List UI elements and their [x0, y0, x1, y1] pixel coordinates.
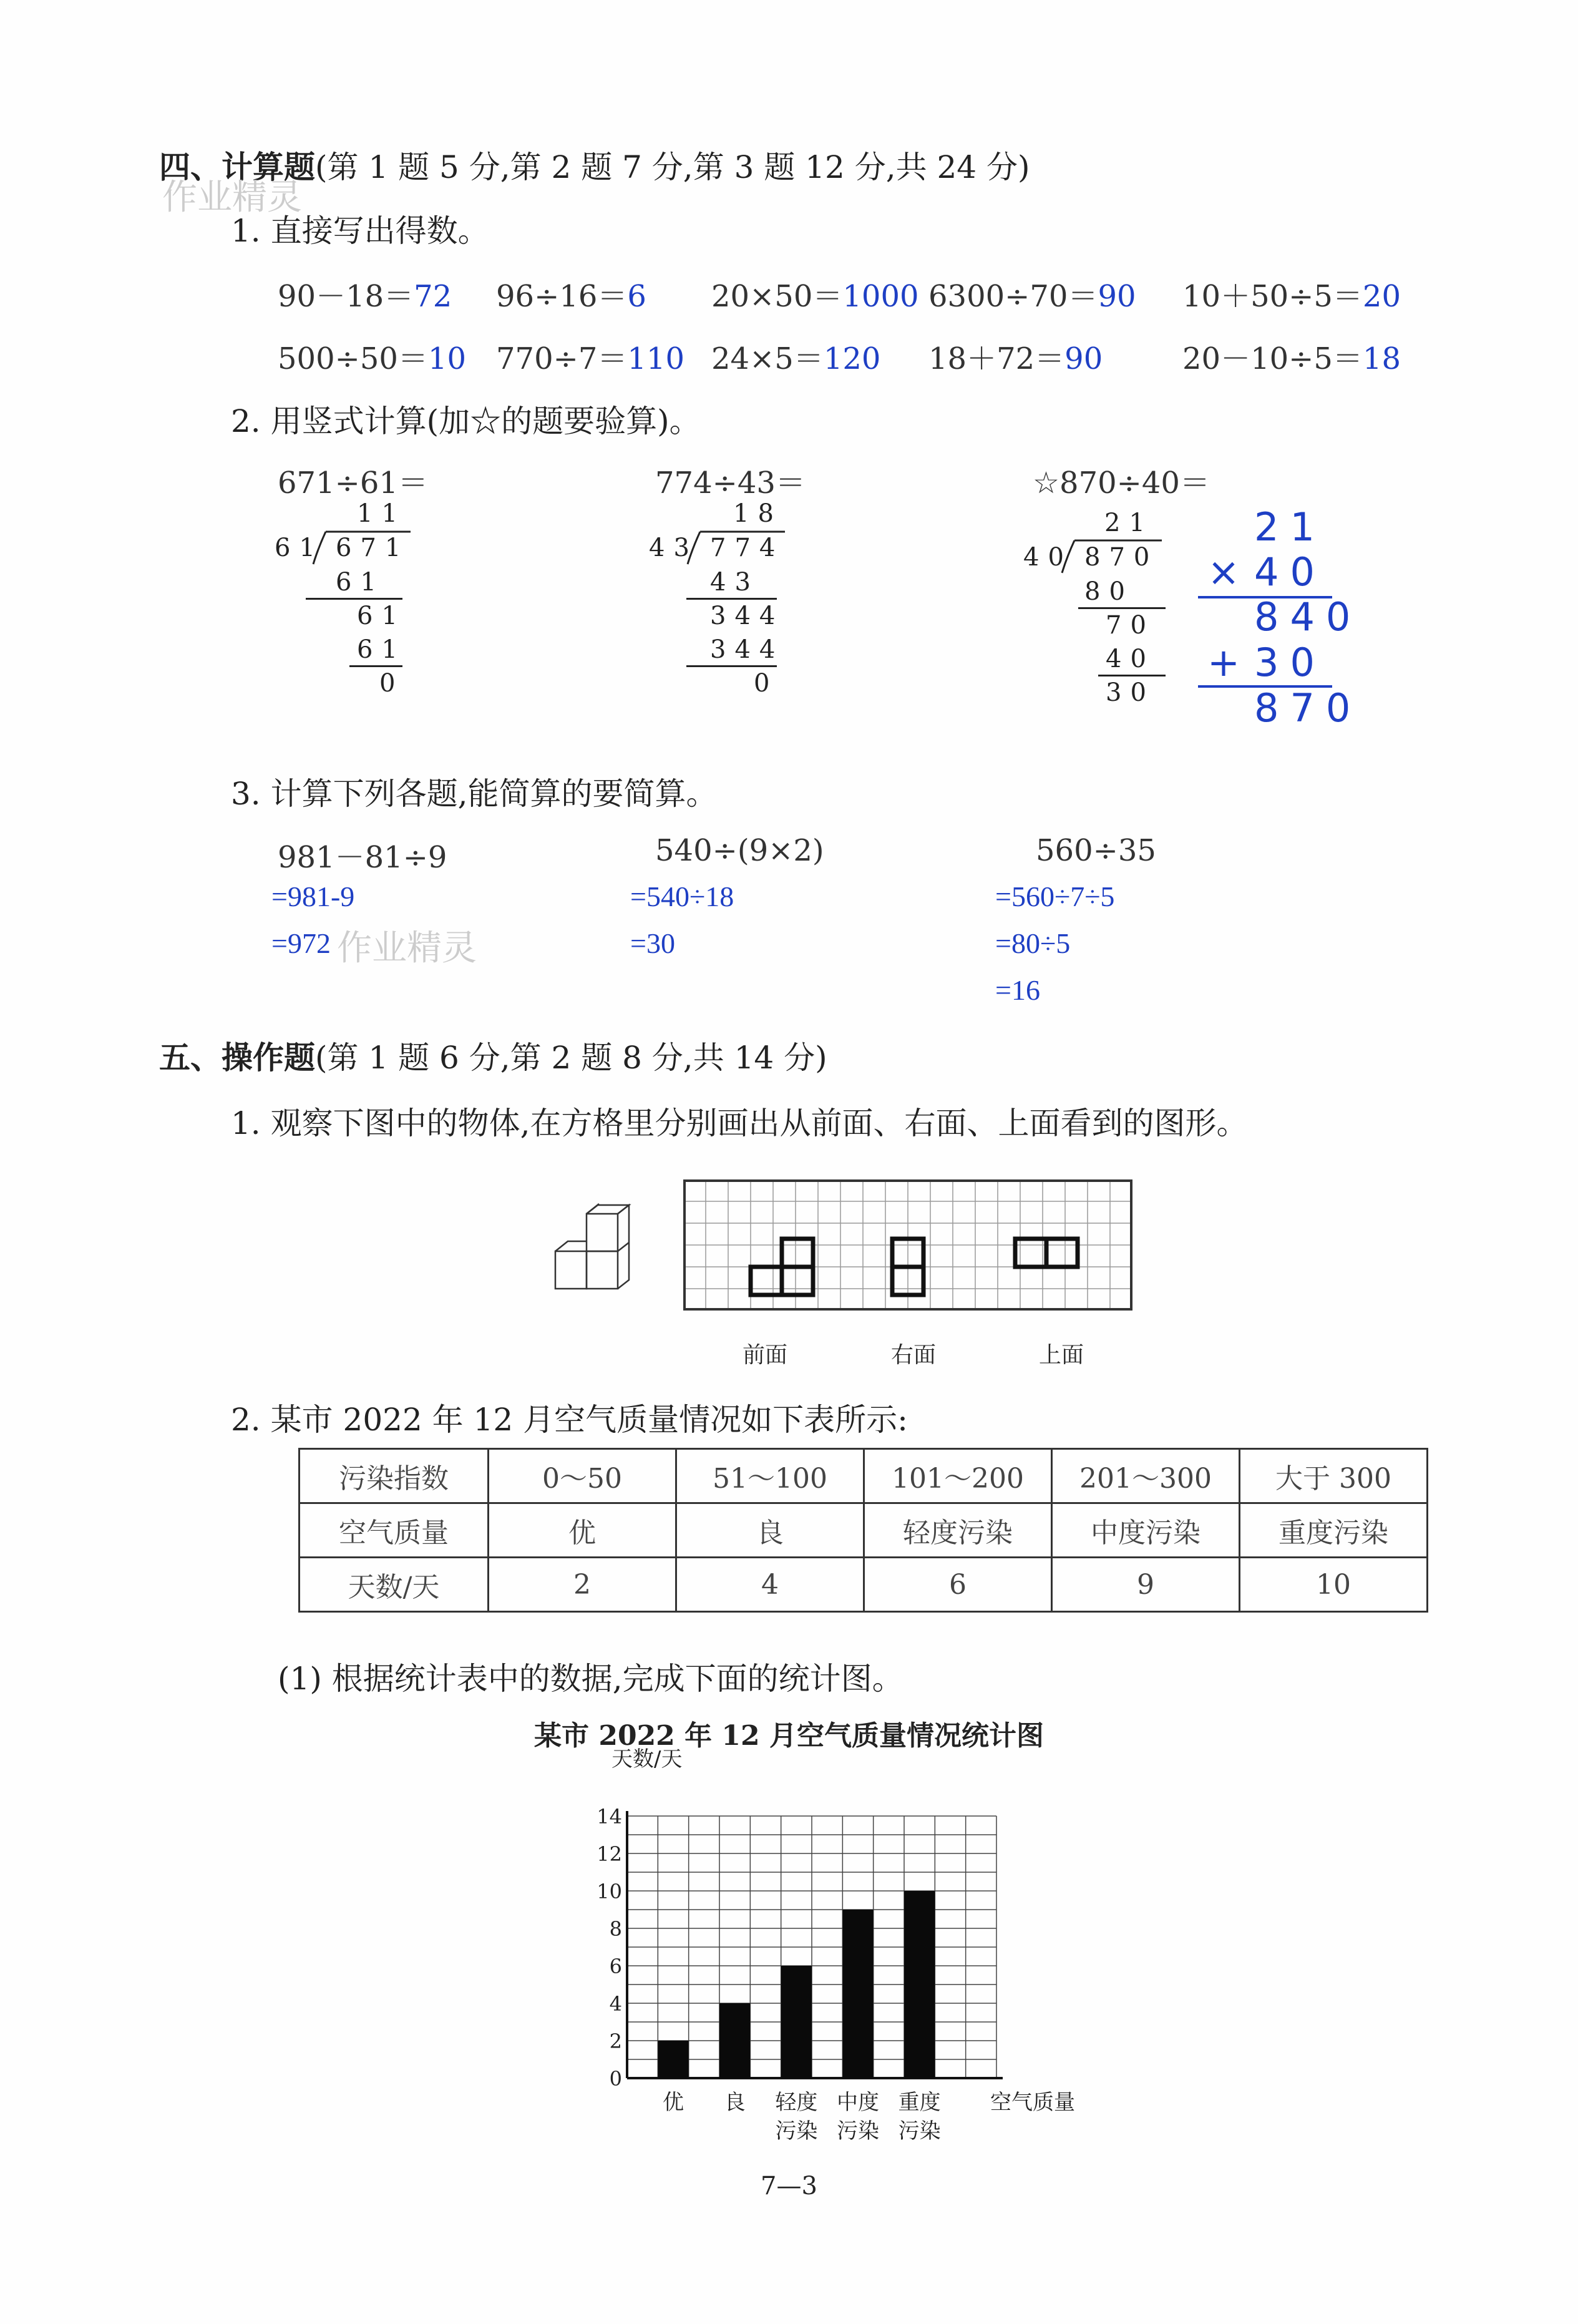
cube-object-drawing: [549, 1208, 643, 1301]
answer: 90: [1064, 341, 1103, 376]
plus-sign: +: [1207, 640, 1251, 685]
x-tick-label: 污染: [837, 2119, 879, 2144]
answer: 1000: [842, 279, 919, 314]
table-cell: 201～300: [1052, 1449, 1240, 1503]
quotient: 18: [733, 499, 782, 528]
calc-item: 6300÷70＝90: [928, 279, 1136, 314]
rule: [686, 598, 777, 600]
hw-step: =80÷5: [995, 927, 1071, 959]
answer: 110: [627, 341, 685, 376]
calc-item: 24×5＝120: [711, 341, 881, 376]
partial: 344: [710, 602, 784, 630]
s5-q1-heading: [231, 1098, 1248, 1143]
table-cell: 2: [489, 1558, 676, 1612]
page-number: 7—3: [761, 2172, 817, 2200]
quotient: 21: [1104, 509, 1154, 537]
rule: [686, 665, 777, 667]
y-tick-label: 10: [597, 1880, 622, 1903]
answer: 10: [427, 341, 466, 376]
quotient: 11: [357, 499, 406, 528]
table-row: [300, 1558, 1428, 1612]
air-quality-table: [298, 1448, 1428, 1613]
calc-item: 20×50＝1000: [711, 279, 919, 314]
view-right-label: 右面: [891, 1342, 937, 1368]
check-factor-a: 21: [1254, 504, 1326, 550]
x-tick-label: 重度: [898, 2090, 941, 2115]
table-cell: 4: [676, 1558, 864, 1612]
x-tick-label: 污染: [898, 2119, 941, 2144]
s5-q1-label: 1.: [231, 1105, 261, 1141]
section4-score: (第 1 题 5 分,第 2 题 7 分,第 3 题 12 分,共 24 分): [315, 149, 1030, 185]
remainder: 30: [1106, 678, 1155, 707]
dividend: 671: [336, 534, 410, 562]
answer: 6: [627, 279, 646, 314]
section4-title: 四、计算题: [159, 149, 315, 185]
y-tick-label: 4: [609, 1992, 622, 2016]
subtrahend: 61: [336, 568, 385, 597]
y-tick-label: 12: [597, 1842, 622, 1866]
q3-heading: [231, 769, 718, 814]
chart-title: 某市 2022 年 12 月空气质量情况统计图: [534, 1720, 1044, 1752]
y-tick-label: 14: [597, 1805, 622, 1828]
check-product: 840: [1254, 594, 1362, 640]
hw-step: =560÷7÷5: [995, 881, 1115, 912]
q2-expr-2: 774÷43＝: [655, 466, 806, 500]
hw-step: =16: [995, 974, 1040, 1006]
answer: 72: [414, 279, 452, 314]
answer: 90: [1098, 279, 1136, 314]
q1-heading: [231, 206, 489, 251]
grid-svg: [683, 1179, 1136, 1323]
rule: [349, 665, 402, 667]
section5-heading: [159, 1033, 827, 1078]
check-remainder: 30: [1254, 640, 1326, 685]
remainder: 0: [379, 669, 404, 698]
q3-expr-2: 540÷(9×2): [655, 833, 824, 868]
table-cell: 轻度污染: [864, 1503, 1052, 1558]
table-cell: 大于 300: [1240, 1449, 1428, 1503]
table-cell: 101～200: [864, 1449, 1052, 1503]
chart-bar: [904, 1891, 935, 2078]
chart-bar: [719, 2003, 750, 2078]
hw-step: =540÷18: [630, 881, 734, 912]
divisor: 61: [275, 534, 324, 562]
answer: 120: [823, 341, 881, 376]
table-row: [300, 1503, 1428, 1558]
table-cell: 良: [676, 1503, 864, 1558]
table-cell: 中度污染: [1052, 1503, 1240, 1558]
table-cell: 空气质量: [300, 1503, 489, 1558]
calc-item: 500÷50＝10: [278, 341, 466, 376]
rule: [1098, 675, 1166, 676]
s5-q2-sub1: (1) 根据统计表中的数据,完成下面的统计图。: [278, 1661, 903, 1697]
table-cell: 51～100: [676, 1449, 864, 1503]
q2-label: 2.: [231, 403, 261, 439]
table-cell: 优: [489, 1503, 676, 1558]
subtrahend: 61: [357, 635, 406, 664]
q3-text: 计算下列各题,能简算的要简算。: [270, 776, 718, 812]
s5-q1-text: 观察下图中的物体,在方格里分别画出从前面、右面、上面看到的图形。: [270, 1105, 1248, 1141]
view-front-label: 前面: [743, 1342, 788, 1368]
x-tick-label: 良: [724, 2090, 746, 2115]
q2-expr-1: 671÷61＝: [278, 466, 428, 500]
bar-chart: [562, 1747, 1123, 2147]
table-cell: 污染指数: [300, 1449, 489, 1503]
rule: [306, 598, 402, 600]
answer: 18: [1362, 341, 1401, 376]
q2-expr-3: ☆870÷40＝: [1033, 466, 1210, 500]
hw-step: =972: [271, 927, 331, 959]
y-tick-label: 8: [609, 1917, 622, 1941]
calc-item: 10＋50÷5＝20: [1182, 279, 1401, 314]
s5-q2-label: 2.: [231, 1402, 261, 1438]
partial: 61: [357, 602, 406, 630]
chart-bar: [781, 1966, 812, 2078]
calc-item: 20－10÷5＝18: [1182, 341, 1401, 376]
x-tick-label: 污染: [775, 2119, 818, 2144]
x-tick-label: 中度: [837, 2090, 879, 2115]
check-total: 870: [1254, 685, 1362, 731]
subtrahend: 40: [1106, 645, 1155, 673]
q2-heading: [231, 396, 701, 441]
q1-label: 1.: [231, 213, 261, 249]
table-row: [300, 1449, 1428, 1503]
y-tick-label: 6: [609, 1955, 622, 1978]
y-tick-label: 0: [609, 2067, 622, 2091]
hw-step: =30: [630, 927, 675, 959]
x-tick-label: 轻度: [775, 2090, 818, 2115]
q3-expr-1: 981－81÷9: [278, 840, 447, 875]
rule: [1078, 607, 1166, 609]
y-axis-label: 天数/天: [611, 1747, 683, 1772]
watermark-top: 作业精灵: [162, 177, 302, 218]
chart-bar: [842, 1910, 873, 2078]
calc-item: 96÷16＝6: [496, 279, 646, 314]
table-cell: 9: [1052, 1558, 1240, 1612]
x-axis-label: 空气质量: [990, 2090, 1075, 2115]
dividend: 774: [710, 534, 784, 562]
table-cell: 天数/天: [300, 1558, 489, 1612]
partial: 70: [1106, 611, 1155, 640]
q1-text: 直接写出得数。: [270, 213, 489, 249]
check-factor-b: 40: [1254, 549, 1326, 595]
table-cell: 重度污染: [1240, 1503, 1428, 1558]
y-tick-label: 2: [609, 2029, 622, 2053]
subtrahend: 344: [710, 635, 784, 664]
chart-bar: [658, 2041, 688, 2078]
divisor: 43: [649, 534, 698, 562]
subtrahend: 80: [1084, 577, 1134, 606]
s5-q2-heading: [231, 1395, 908, 1440]
view-top-label: 上面: [1039, 1342, 1084, 1368]
table-cell: 6: [864, 1558, 1052, 1612]
q3-label: 3.: [231, 776, 261, 812]
table-cell: 0～50: [489, 1449, 676, 1503]
x-tick-label: 优: [663, 2090, 684, 2115]
calc-item: 90－18＝72: [278, 279, 452, 314]
q2-text: 用竖式计算(加☆的题要验算)。: [270, 403, 701, 439]
dividend: 870: [1084, 543, 1159, 572]
section5-title: 五、操作题: [159, 1040, 315, 1076]
s5-q2-text: 某市 2022 年 12 月空气质量情况如下表所示:: [270, 1402, 908, 1438]
calc-item: 18＋72＝90: [928, 341, 1103, 376]
q3-expr-3: 560÷35: [1036, 833, 1156, 868]
section5-score: (第 1 题 6 分,第 2 题 8 分,共 14 分): [315, 1040, 827, 1076]
remainder: 0: [754, 669, 779, 698]
table-cell: 10: [1240, 1558, 1428, 1612]
answer: 20: [1362, 279, 1401, 314]
hw-step: =981-9: [271, 881, 355, 912]
times-sign: ×: [1207, 549, 1251, 595]
divisor: 40: [1023, 543, 1073, 572]
calc-item: 770÷7＝110: [496, 341, 685, 376]
subtrahend: 43: [710, 568, 759, 597]
watermark-mid: 作业精灵: [337, 928, 477, 969]
